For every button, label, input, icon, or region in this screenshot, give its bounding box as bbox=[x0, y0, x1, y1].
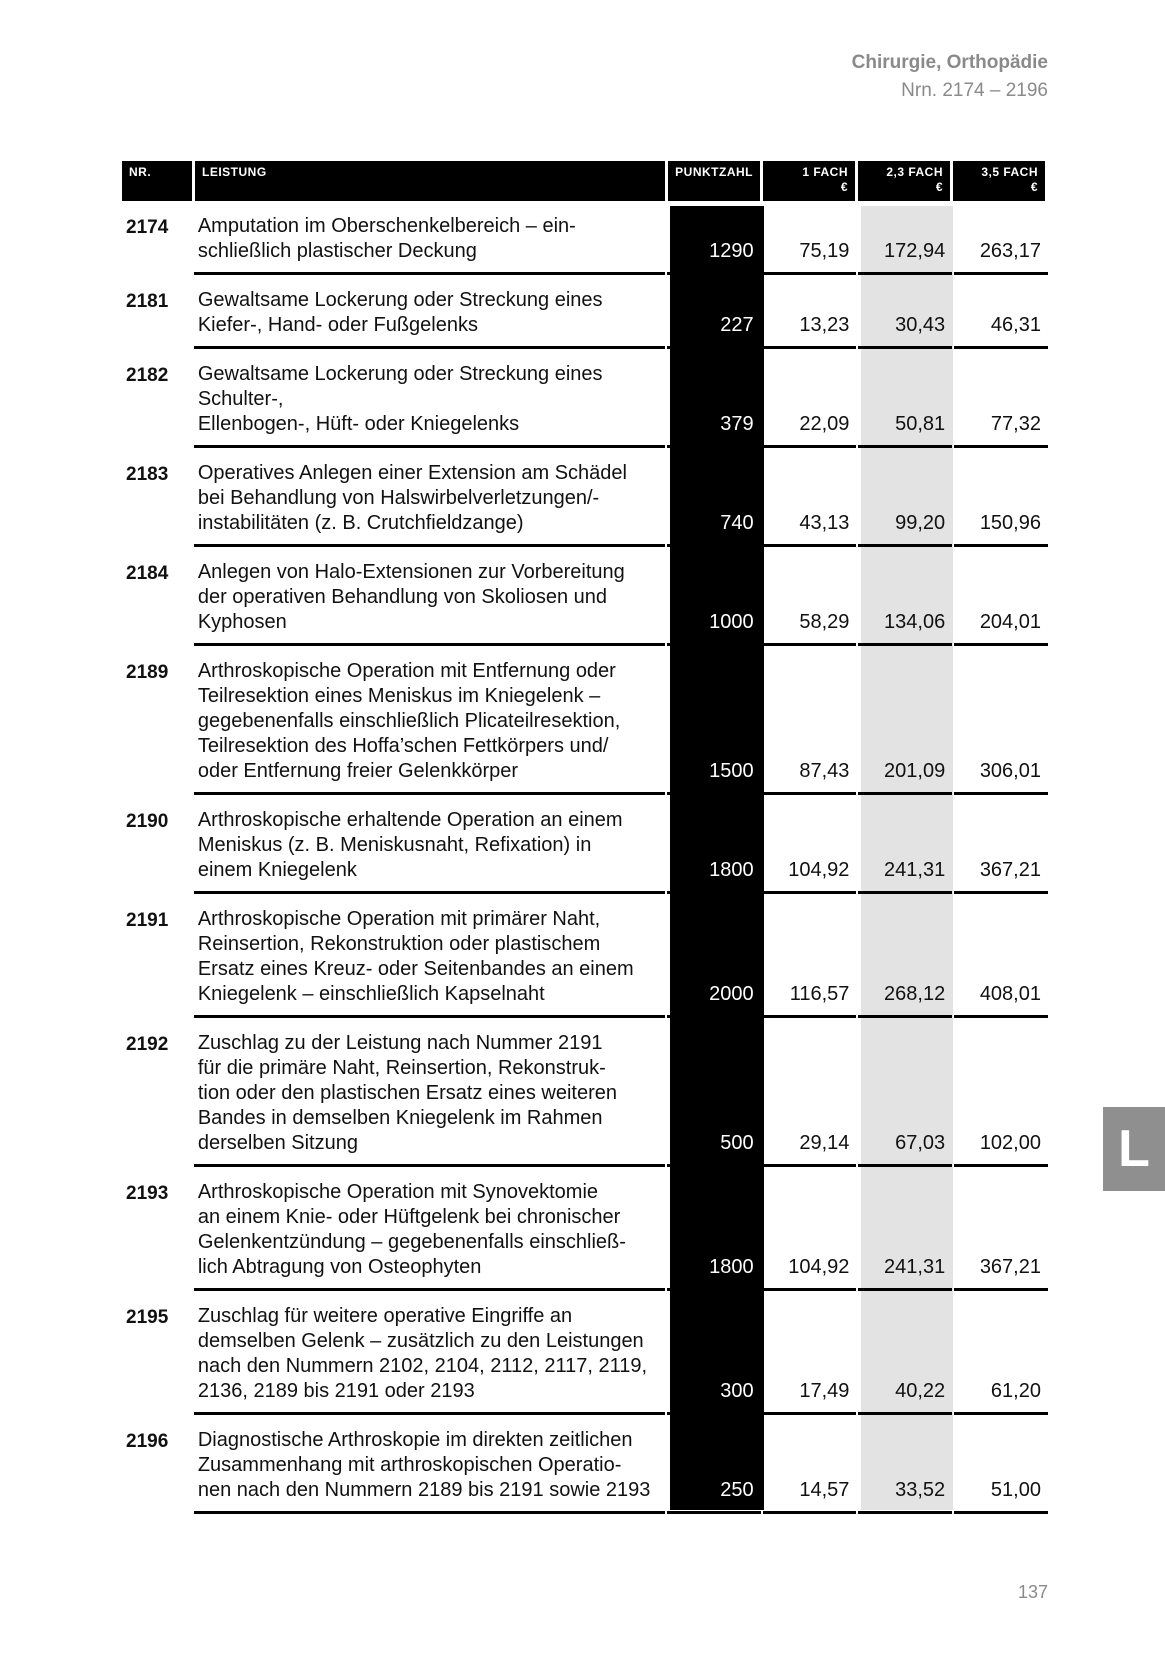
description-line: Anlegen von Halo-Extensionen zur Vorbereitung bbox=[197, 561, 625, 583]
description-line: instabilitäten (z. B. Crutchfieldzange) bbox=[197, 512, 524, 534]
description-line: oder Entfernung freier Gelenkkörper bbox=[197, 760, 519, 782]
description-line: derselben Sitzung bbox=[197, 1132, 358, 1154]
service-description bbox=[194, 1415, 665, 1514]
fee-1x: 17,49 bbox=[763, 1291, 857, 1415]
service-description bbox=[194, 1167, 665, 1291]
fee-3-5x: 51,00 bbox=[954, 1415, 1048, 1514]
row-number: 2193 bbox=[126, 1183, 169, 1204]
fee-3-5x: 263,17 bbox=[954, 201, 1048, 275]
description-line: Zuschlag für weitere operative Eingriffe an bbox=[197, 1305, 573, 1327]
table-row bbox=[122, 1415, 1048, 1514]
description-line: bei Behandlung von Halswirbelverletzungen/- bbox=[197, 487, 600, 509]
points-value: 227 bbox=[667, 275, 761, 349]
description-line: Zusammenhang mit arthroskopischen Operatio- bbox=[197, 1454, 622, 1476]
description-line: Schulter-, bbox=[197, 388, 284, 410]
header-leistung: LEISTUNG bbox=[195, 161, 665, 201]
service-description bbox=[194, 894, 665, 1018]
fee-2-3x: 99,20 bbox=[858, 448, 952, 547]
description-line: Teilresektion des Hoffa’schen Fettkörpers und/ bbox=[197, 735, 609, 757]
fee-2-3x: 241,31 bbox=[858, 1167, 952, 1291]
currency-symbol: € bbox=[840, 180, 848, 194]
fee-2-3x: 33,52 bbox=[858, 1415, 952, 1514]
fee-1x: 43,13 bbox=[763, 448, 857, 547]
fee-1x: 116,57 bbox=[763, 894, 857, 1018]
table-row bbox=[122, 894, 1048, 1018]
description-line: Gelenkentzündung – gegebenenfalls einschließ- bbox=[197, 1231, 626, 1253]
fee-1x: 29,14 bbox=[763, 1018, 857, 1167]
description-line: Teilresektion eines Meniskus im Kniegelenk – bbox=[197, 685, 601, 707]
fee-2-3x: 268,12 bbox=[858, 894, 952, 1018]
description-line: Diagnostische Arthroskopie im direkten zeitlichen bbox=[197, 1429, 633, 1451]
description-line: Meniskus (z. B. Meniskusnaht, Refixation) in bbox=[197, 834, 592, 856]
fee-3-5x: 367,21 bbox=[954, 1167, 1048, 1291]
service-description bbox=[194, 349, 665, 448]
description-line: Arthroskopische Operation mit Entfernung oder bbox=[197, 660, 616, 682]
fee-1x: 104,92 bbox=[763, 1167, 857, 1291]
description-line: Amputation im Oberschenkelbereich – ein- bbox=[197, 215, 576, 237]
header-fach35-label: 3,5 FACH bbox=[981, 165, 1038, 179]
description-line: einem Kniegelenk bbox=[197, 859, 357, 881]
points-value: 1800 bbox=[667, 1167, 761, 1291]
row-number: 2174 bbox=[126, 217, 169, 238]
table-body bbox=[122, 201, 1048, 1514]
description-line: tion oder den plastischen Ersatz eines weiteren bbox=[197, 1082, 617, 1104]
description-line: Arthroskopische Operation mit primärer Naht, bbox=[197, 908, 601, 930]
fee-2-3x: 50,81 bbox=[858, 349, 952, 448]
currency-symbol: € bbox=[1030, 180, 1038, 194]
header-nr: NR. bbox=[122, 161, 192, 201]
fee-1x: 58,29 bbox=[763, 547, 857, 646]
description-line: für die primäre Naht, Reinsertion, Rekonstruk- bbox=[197, 1057, 606, 1079]
table-row bbox=[122, 547, 1048, 646]
points-value: 1290 bbox=[667, 201, 761, 275]
fee-2-3x: 134,06 bbox=[858, 547, 952, 646]
table-row bbox=[122, 646, 1048, 795]
number-range: Nrn. 2174 – 2196 bbox=[901, 80, 1048, 101]
points-value: 740 bbox=[667, 448, 761, 547]
row-number: 2183 bbox=[126, 464, 169, 485]
fee-1x: 22,09 bbox=[763, 349, 857, 448]
fee-1x: 13,23 bbox=[763, 275, 857, 349]
description-line: Kniegelenk – einschließlich Kapselnaht bbox=[197, 983, 545, 1005]
header-punktzahl: PUNKTZAHL bbox=[668, 161, 760, 201]
row-number: 2189 bbox=[126, 662, 169, 683]
description-line: Gewaltsame Lockerung oder Streckung eines bbox=[197, 289, 603, 311]
points-value: 300 bbox=[667, 1291, 761, 1415]
description-line: schließlich plastischer Deckung bbox=[197, 240, 477, 262]
fee-2-3x: 201,09 bbox=[858, 646, 952, 795]
fee-3-5x: 204,01 bbox=[954, 547, 1048, 646]
chapter-tab: L bbox=[1103, 1107, 1165, 1191]
row-number: 2182 bbox=[126, 365, 169, 386]
service-description bbox=[194, 646, 665, 795]
description-line: 2136, 2189 bis 2191 oder 2193 bbox=[197, 1380, 475, 1402]
row-number: 2195 bbox=[126, 1307, 169, 1328]
description-line: der operativen Behandlung von Skoliosen und bbox=[197, 586, 608, 608]
table-row bbox=[122, 795, 1048, 894]
service-description bbox=[194, 448, 665, 547]
fee-3-5x: 61,20 bbox=[954, 1291, 1048, 1415]
header-fach23-label: 2,3 FACH bbox=[886, 165, 943, 179]
points-value: 1500 bbox=[667, 646, 761, 795]
table-row bbox=[122, 275, 1048, 349]
fee-3-5x: 150,96 bbox=[954, 448, 1048, 547]
description-line: Kyphosen bbox=[197, 611, 287, 633]
row-number: 2181 bbox=[126, 291, 169, 312]
fee-1x: 75,19 bbox=[763, 201, 857, 275]
fee-3-5x: 77,32 bbox=[954, 349, 1048, 448]
description-line: lich Abtragung von Osteophyten bbox=[197, 1256, 482, 1278]
fee-3-5x: 367,21 bbox=[954, 795, 1048, 894]
table-row bbox=[122, 1291, 1048, 1415]
table-row bbox=[122, 201, 1048, 275]
description-line: Ersatz eines Kreuz- oder Seitenbandes an einem bbox=[197, 958, 634, 980]
table-row bbox=[122, 1167, 1048, 1291]
fee-1x: 104,92 bbox=[763, 795, 857, 894]
row-number: 2196 bbox=[126, 1431, 169, 1452]
header-fach23 bbox=[858, 161, 950, 201]
header-fach35 bbox=[953, 161, 1045, 201]
table-row bbox=[122, 1018, 1048, 1167]
points-value: 1800 bbox=[667, 795, 761, 894]
fee-3-5x: 102,00 bbox=[954, 1018, 1048, 1167]
service-description bbox=[194, 795, 665, 894]
fee-table bbox=[122, 161, 1048, 1514]
fee-2-3x: 30,43 bbox=[858, 275, 952, 349]
currency-symbol: € bbox=[935, 180, 943, 194]
table-header bbox=[122, 161, 1048, 201]
fee-2-3x: 172,94 bbox=[858, 201, 952, 275]
description-line: Gewaltsame Lockerung oder Streckung eines bbox=[197, 363, 603, 385]
row-number: 2190 bbox=[126, 811, 169, 832]
fee-3-5x: 408,01 bbox=[954, 894, 1048, 1018]
table-row bbox=[122, 448, 1048, 547]
fee-2-3x: 241,31 bbox=[858, 795, 952, 894]
service-description bbox=[194, 1018, 665, 1167]
fee-3-5x: 46,31 bbox=[954, 275, 1048, 349]
service-description bbox=[194, 547, 665, 646]
description-line: Kiefer-, Hand- oder Fußgelenks bbox=[197, 314, 478, 336]
points-value: 379 bbox=[667, 349, 761, 448]
description-line: Arthroskopische Operation mit Synovektomie bbox=[197, 1181, 599, 1203]
points-value: 500 bbox=[667, 1018, 761, 1167]
fee-1x: 14,57 bbox=[763, 1415, 857, 1514]
points-value: 2000 bbox=[667, 894, 761, 1018]
service-description bbox=[194, 275, 665, 349]
description-line: nach den Nummern 2102, 2104, 2112, 2117, 2119, bbox=[197, 1355, 648, 1377]
table-row bbox=[122, 349, 1048, 448]
service-description bbox=[194, 201, 665, 275]
description-line: Ellenbogen-, Hüft- oder Kniegelenks bbox=[197, 413, 520, 435]
description-line: Operatives Anlegen einer Extension am Schädel bbox=[197, 462, 627, 484]
description-line: Reinsertion, Rekonstruktion oder plastischem bbox=[197, 933, 601, 955]
description-line: Zuschlag zu der Leistung nach Nummer 2191 bbox=[197, 1032, 603, 1054]
row-number: 2192 bbox=[126, 1034, 169, 1055]
fee-3-5x: 306,01 bbox=[954, 646, 1048, 795]
row-number: 2184 bbox=[126, 563, 169, 584]
row-number: 2191 bbox=[126, 910, 169, 931]
service-description bbox=[194, 1291, 665, 1415]
points-value: 1000 bbox=[667, 547, 761, 646]
description-line: Bandes in demselben Kniegelenk im Rahmen bbox=[197, 1107, 603, 1129]
fee-1x: 87,43 bbox=[763, 646, 857, 795]
fee-2-3x: 67,03 bbox=[858, 1018, 952, 1167]
description-line: nen nach den Nummern 2189 bis 2191 sowie 2193 bbox=[197, 1479, 651, 1501]
description-line: gegebenenfalls einschließlich Plicateilresektion, bbox=[197, 710, 621, 732]
description-line: demselben Gelenk – zusätzlich zu den Leistungen bbox=[197, 1330, 644, 1352]
header-fach1-label: 1 FACH bbox=[802, 165, 848, 179]
description-line: Arthroskopische erhaltende Operation an einem bbox=[197, 809, 623, 831]
points-value: 250 bbox=[667, 1415, 761, 1514]
fee-2-3x: 40,22 bbox=[858, 1291, 952, 1415]
header-fach1 bbox=[763, 161, 855, 201]
description-line: an einem Knie- oder Hüftgelenk bei chronischer bbox=[197, 1206, 621, 1228]
page-number: 137 bbox=[1017, 1582, 1048, 1602]
section-title: Chirurgie, Orthopädie bbox=[851, 52, 1048, 73]
